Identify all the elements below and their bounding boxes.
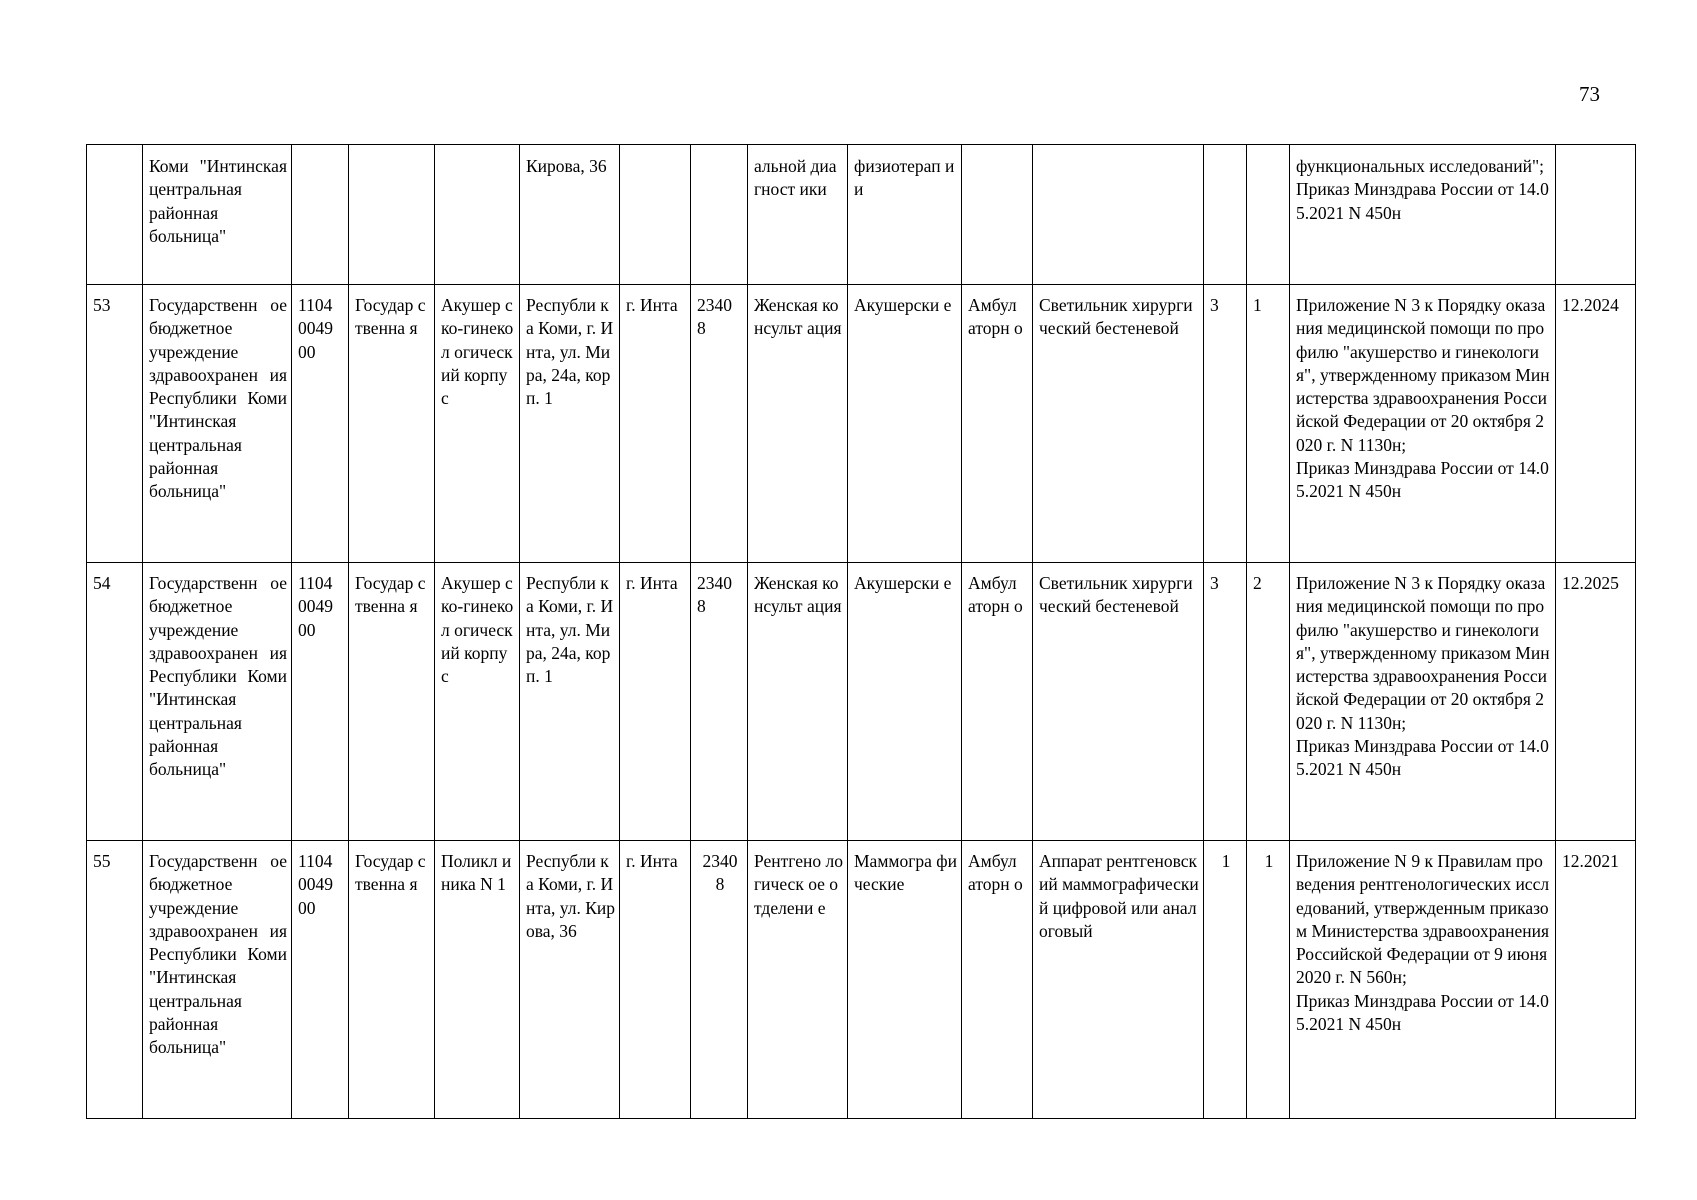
- cell-city: г. Инта: [620, 841, 691, 1119]
- cell-qty-required: 3: [1204, 563, 1247, 841]
- cell-oktmo: 2340 8: [691, 285, 748, 563]
- cell-city: [620, 145, 691, 285]
- cell-address: Республи ка Коми, г. Инта, ул. Мира, 24а, корп. 1: [520, 285, 620, 563]
- cell-city: г. Инта: [620, 285, 691, 563]
- table-row: [87, 145, 1636, 285]
- cell-address: Кирова, 36: [520, 145, 620, 285]
- cell-qty-required: 1: [1204, 841, 1247, 1119]
- cell-care-type: Амбул аторн о: [962, 841, 1033, 1119]
- cell-basis: функциональных исследований"; Приказ Минздрава России от 14.05.2021 N 450н: [1290, 145, 1556, 285]
- cell-equipment: Светильник хирургический бестеневой: [1033, 285, 1204, 563]
- cell-profile: Маммогра фические: [848, 841, 962, 1119]
- cell-oktmo: 2340 8: [691, 841, 748, 1119]
- cell-equipment: Аппарат рентгеновский маммографически й цифровой или аналоговый: [1033, 841, 1204, 1119]
- cell-oktmo: 2340 8: [691, 563, 748, 841]
- cell-department: альной диагност ики: [748, 145, 848, 285]
- cell-num: 53: [87, 285, 143, 563]
- cell-department: Женская консульт ация: [748, 563, 848, 841]
- cell-qty-required: [1204, 145, 1247, 285]
- cell-date: 12.2024: [1556, 285, 1636, 563]
- cell-city: г. Инта: [620, 563, 691, 841]
- cell-oktmo: [691, 145, 748, 285]
- equipment-registry-table: [86, 144, 1636, 1119]
- cell-num: 54: [87, 563, 143, 841]
- cell-department: Женская консульт ация: [748, 285, 848, 563]
- cell-ogrn: 1104 0049 00: [292, 563, 349, 841]
- cell-profile: Акушерски е: [848, 563, 962, 841]
- cell-organization: Государственн ое бюджетное учреждение здравоохранен ия Республики Коми "Интинская центральная районная больница": [143, 841, 292, 1119]
- cell-qty-actual: 2: [1247, 563, 1290, 841]
- table-row: [87, 285, 1636, 563]
- cell-num: [87, 145, 143, 285]
- cell-qty-actual: 1: [1247, 285, 1290, 563]
- cell-care-type: Амбул аторн о: [962, 285, 1033, 563]
- cell-date: 12.2021: [1556, 841, 1636, 1119]
- cell-ownership-form: Государ ственна я: [349, 563, 435, 841]
- cell-ogrn: 1104 0049 00: [292, 841, 349, 1119]
- cell-basis: Приложение N 3 к Порядку оказания медицинской помощи по профилю "акушерство и гинекология", утвержденному приказом Министерства здравоохранения Российской Федерации от 20 октября 2020 г. N 1130н; Приказ Минздрава России от 14.05.2021 N 450н: [1290, 563, 1556, 841]
- cell-date: [1556, 145, 1636, 285]
- cell-unit: Акушер ско-гинекол огическ ий корпус: [435, 285, 520, 563]
- cell-ownership-form: [349, 145, 435, 285]
- page-number: 73: [1579, 82, 1600, 106]
- cell-care-type: Амбул аторн о: [962, 563, 1033, 841]
- cell-equipment: [1033, 145, 1204, 285]
- cell-ogrn: 1104 0049 00: [292, 285, 349, 563]
- cell-organization: Государственн ое бюджетное учреждение здравоохранен ия Республики Коми "Интинская центральная районная больница": [143, 285, 292, 563]
- cell-unit: [435, 145, 520, 285]
- cell-ownership-form: Государ ственна я: [349, 285, 435, 563]
- cell-num: 55: [87, 841, 143, 1119]
- cell-qty-actual: [1247, 145, 1290, 285]
- cell-address: Республи ка Коми, г. Инта, ул. Кирова, 36: [520, 841, 620, 1119]
- cell-department: Рентгено логическ ое отделени е: [748, 841, 848, 1119]
- cell-qty-actual: 1: [1247, 841, 1290, 1119]
- cell-profile: Акушерски е: [848, 285, 962, 563]
- cell-ownership-form: Государ ственна я: [349, 841, 435, 1119]
- cell-equipment: Светильник хирургический бестеневой: [1033, 563, 1204, 841]
- cell-basis: Приложение N 3 к Порядку оказания медицинской помощи по профилю "акушерство и гинекология", утвержденному приказом Министерства здравоохранения Российской Федерации от 20 октября 2020 г. N 1130н; Приказ Минздрава России от 14.05.2021 N 450н: [1290, 285, 1556, 563]
- cell-organization: Государственн ое бюджетное учреждение здравоохранен ия Республики Коми "Интинская центральная районная больница": [143, 563, 292, 841]
- cell-organization: Коми "Интинская центральная районная больница": [143, 145, 292, 285]
- cell-date: 12.2025: [1556, 563, 1636, 841]
- table-row: [87, 841, 1636, 1119]
- cell-qty-required: 3: [1204, 285, 1247, 563]
- cell-profile: физиотерап ии: [848, 145, 962, 285]
- cell-unit: Поликл иника N 1: [435, 841, 520, 1119]
- cell-ogrn: [292, 145, 349, 285]
- cell-unit: Акушер ско-гинекол огическ ий корпус: [435, 563, 520, 841]
- cell-address: Республи ка Коми, г. Инта, ул. Мира, 24а, корп. 1: [520, 563, 620, 841]
- cell-care-type: [962, 145, 1033, 285]
- cell-basis: Приложение N 9 к Правилам проведения рентгенологических исследований, утвержденным приказом Министерства здравоохранения Российской Федерации от 9 июня 2020 г. N 560н; Приказ Минздрава России от 14.05.2021 N 450н: [1290, 841, 1556, 1119]
- table-row: [87, 563, 1636, 841]
